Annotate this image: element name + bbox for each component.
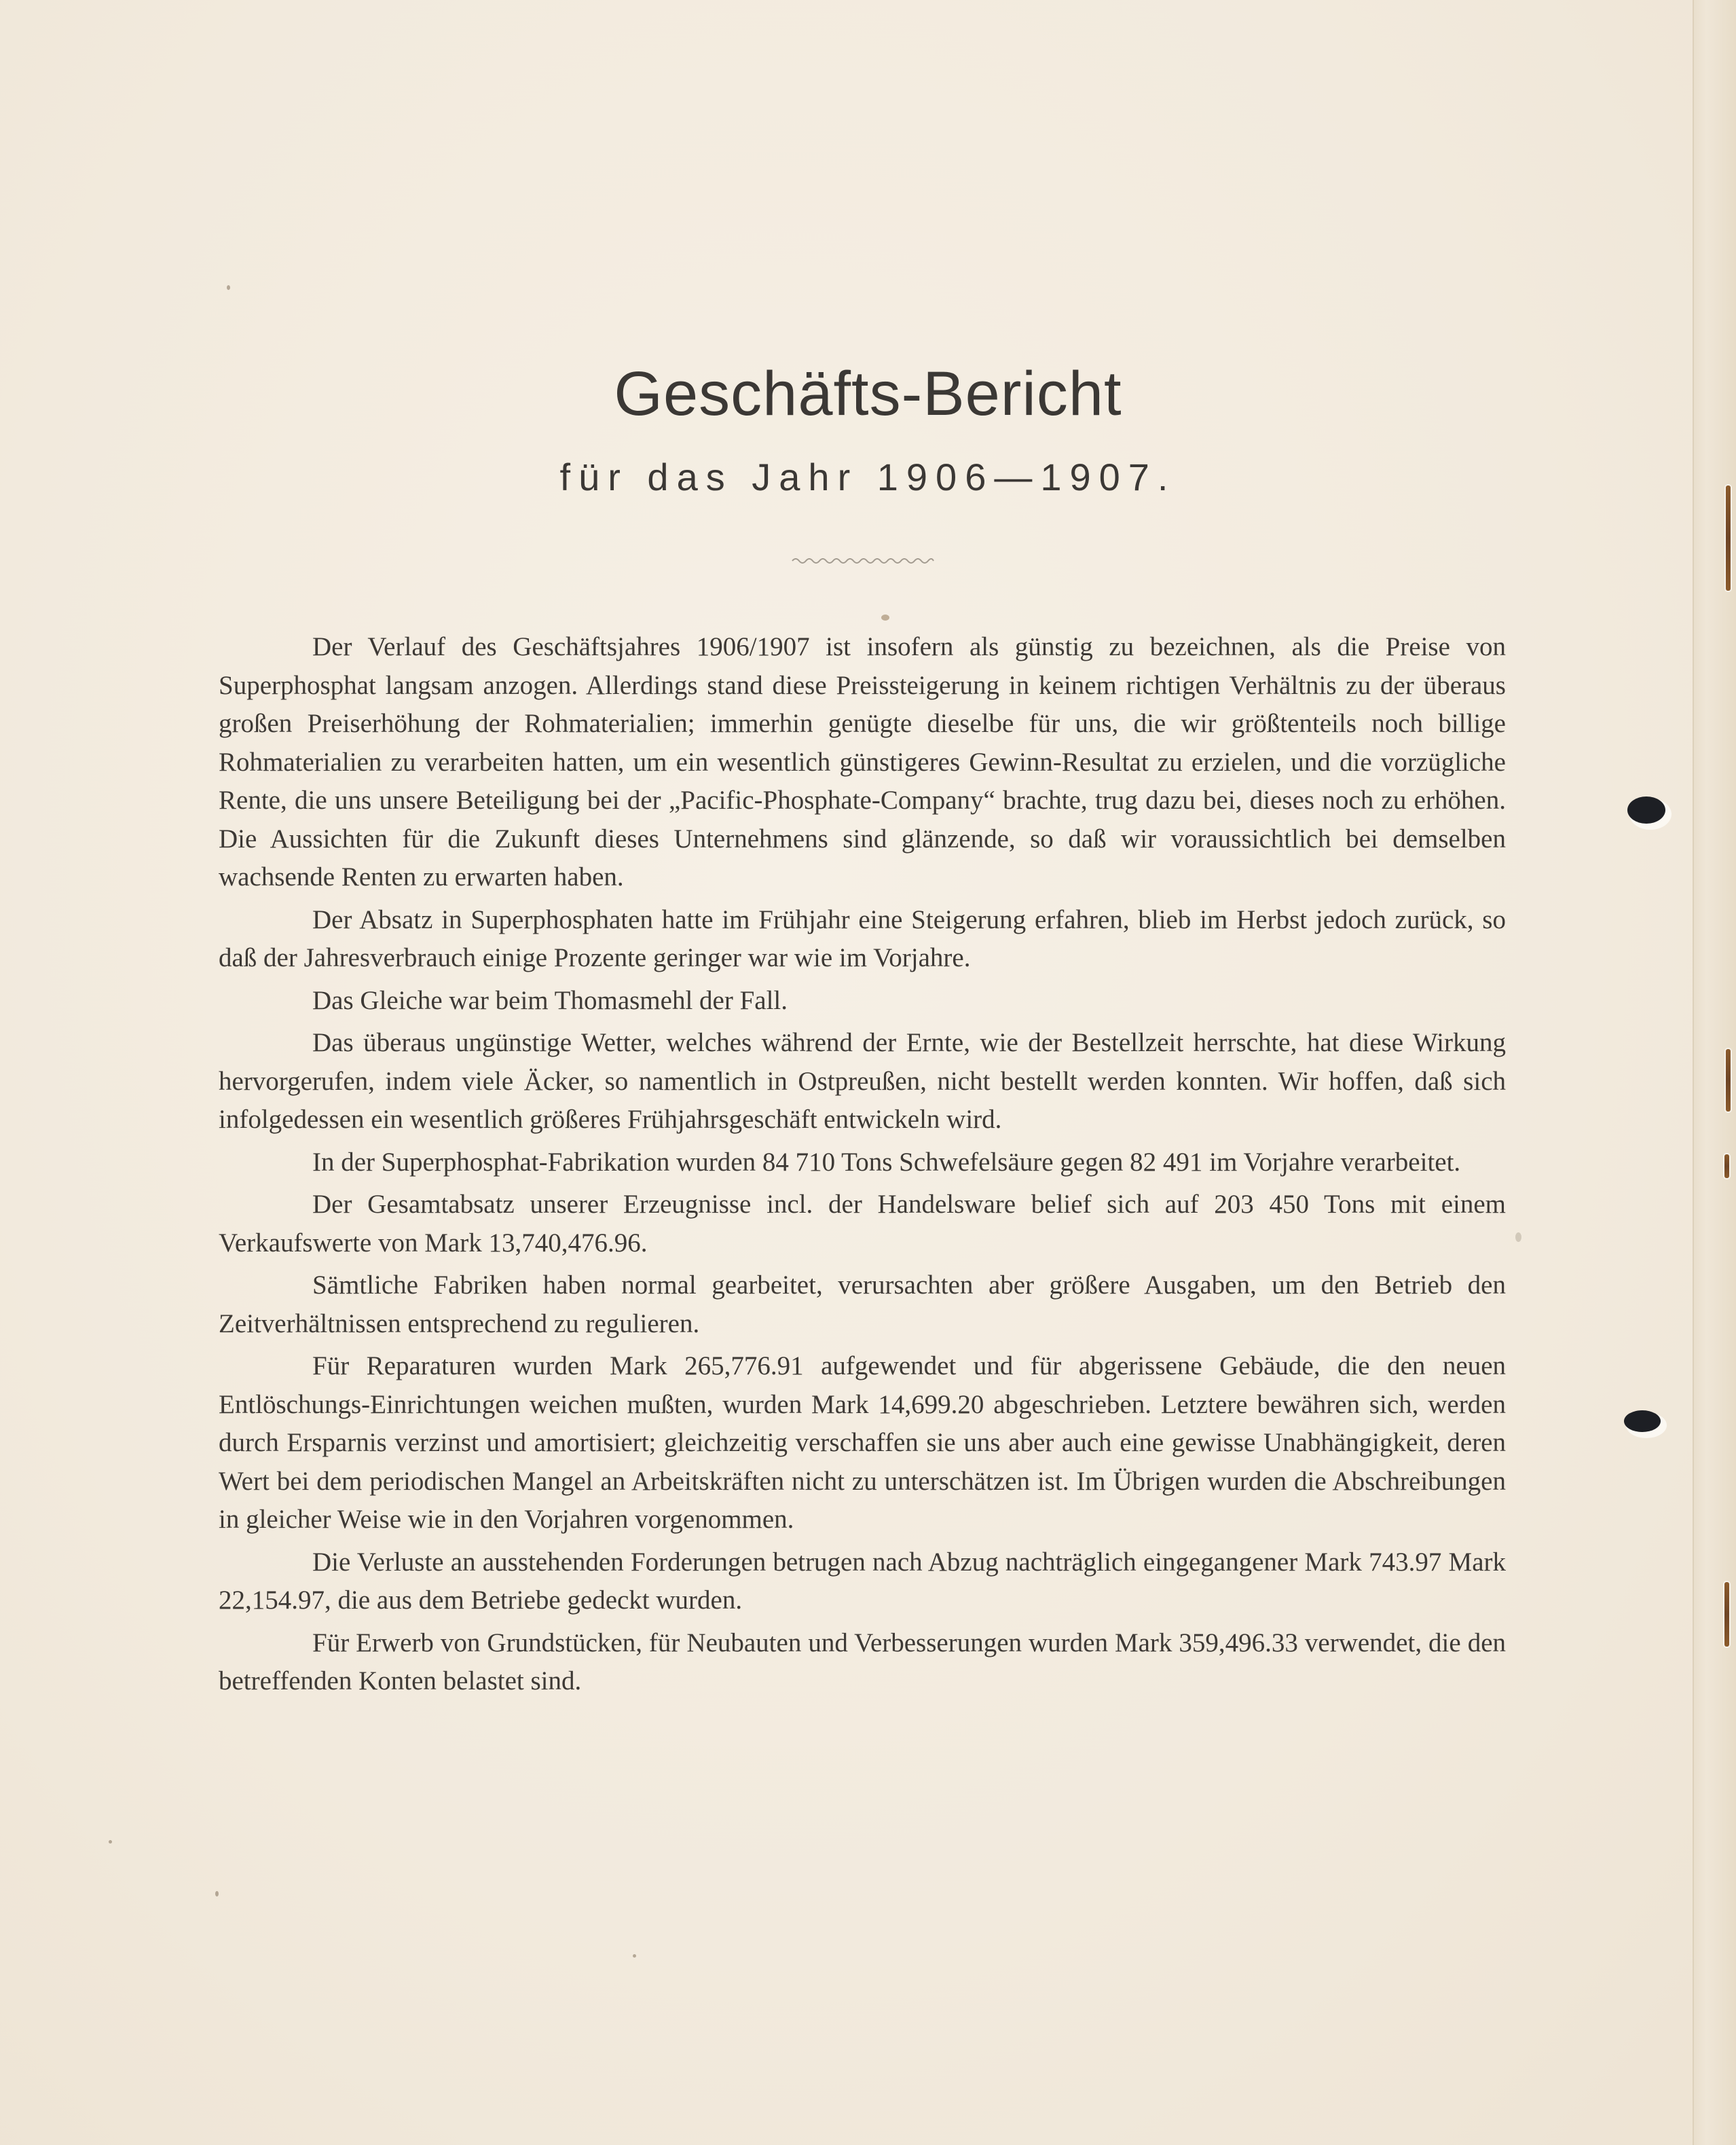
report-title: Geschäfts-Bericht bbox=[614, 359, 1122, 428]
paragraph-thomasmehl: Das Gleiche war beim Thomasmehl der Fall. bbox=[312, 985, 788, 1015]
staple-top bbox=[1726, 485, 1731, 591]
staple-bottom bbox=[1724, 1582, 1729, 1647]
paragraph-repairs: Für Reparaturen wurden Mark 265,776.91 aufgewendet und für abgerissene Gebäude, die den neuen Entlöschungs-Einrichtungen weichen mußten, wurden Mark 14,699.20 abgeschrieben. Letztere bewähren sich, werden durch Ersparnis verzinst und amortisiert; gleichzeitig verschaffen sie uns aber auch eine gewisse Unabhängigkeit, deren Wert bei dem periodischen Mangel an Arbeitskräften nicht zu unterschätzen ist. Im Übrigen wurden die Abschreibungen in gleicher Weise wie in den Vorjahren vorgenommen. bbox=[219, 1351, 1506, 1534]
report-body bbox=[219, 628, 1506, 1705]
punch-hole-upper bbox=[1627, 796, 1665, 824]
staple-lower bbox=[1724, 1154, 1729, 1178]
paper-speck bbox=[215, 1891, 219, 1896]
paragraph-superphosphate-sales: Der Absatz in Superphosphaten hatte im Frühjahr eine Steigerung erfahren, blieb im Herbst jedoch zurück, so daß der Jahresverbrauch einige Prozente geringer war wie im Vorjahre. bbox=[219, 904, 1506, 972]
paragraph-total-sales: Der Gesamtabsatz unserer Erzeugnisse incl. der Handelsware belief sich auf 203 450 Tons mit einem Verkaufswerte von Mark 13,740,476.96. bbox=[219, 1190, 1506, 1258]
paper-speck bbox=[227, 285, 230, 290]
paragraph-business-year: Der Verlauf des Geschäftsjahres 1906/1907 ist insofern als günstig zu bezeichnen, als die Preise von Superphosphat langsam anzogen. Allerdings stand diese Preissteigerung in keinem richtigen Verhältnis zu der überaus großen Preiserhöhung der Rohmaterialien; immerhin genügte dieselbe für uns, die wir größtenteils noch billige Rohmaterialien zu verarbeiten hatten, um ein wesentlich günstigeres Gewinn-Resultat zu erzielen, und die vorzügliche Rente, die uns unsere Beteiligung bei der „Pacific-Phosphate-Company“ brachte, trug dazu bei, dieses noch zu erhöhen. Die Aussichten für die Zukunft dieses Unternehmens sind glänzende, so daß wir voraussichtlich bei demselben wachsende Renten zu erwarten haben. bbox=[219, 632, 1506, 892]
punch-hole-lower bbox=[1624, 1410, 1661, 1432]
paragraph-acquisitions: Für Erwerb von Grundstücken, für Neubauten und Verbesserungen wurden Mark 359,496.33 verwendet, die den betreffenden Konten belastet sind. bbox=[219, 1628, 1506, 1695]
paper-speck bbox=[1515, 1232, 1521, 1242]
paragraph-weather: Das überaus ungünstige Wetter, welches während der Ernte, wie der Bestellzeit herrschte, hat diese Wirkung hervorgerufen, indem viele Äcker, so namentlich in Ostpreußen, nicht bestellt werden konnten. Wir hoffen, daß sich infolgedessen ein wesentlich größeres Frühjahrsgeschäft entwickeln wird. bbox=[219, 1028, 1506, 1134]
paper-speck bbox=[109, 1840, 112, 1844]
paragraph-sulfuric-acid: In der Superphosphat-Fabrikation wurden 84 710 Tons Schwefelsäure gegen 82 491 im Vorjahre verarbeitet. bbox=[312, 1147, 1461, 1177]
paragraph-losses: Die Verluste an ausstehenden Forderungen betrugen nach Abzug nachträglich eingegangener Mark 743.97 Mark 22,154.97, die aus dem Betriebe gedeckt wurden. bbox=[219, 1547, 1506, 1615]
report-subtitle: für das Jahr 1906—1907. bbox=[559, 456, 1177, 498]
paper-speck bbox=[633, 1954, 636, 1958]
paragraph-factories: Sämtliche Fabriken haben normal gearbeitet, verursachten aber größere Ausgaben, um den Betrieb den Zeitverhältnissen entsprechend zu regulieren. bbox=[219, 1270, 1506, 1338]
staple-middle bbox=[1726, 1049, 1731, 1112]
paper-speck bbox=[881, 615, 889, 621]
wavy-rule-ornament bbox=[791, 555, 935, 566]
